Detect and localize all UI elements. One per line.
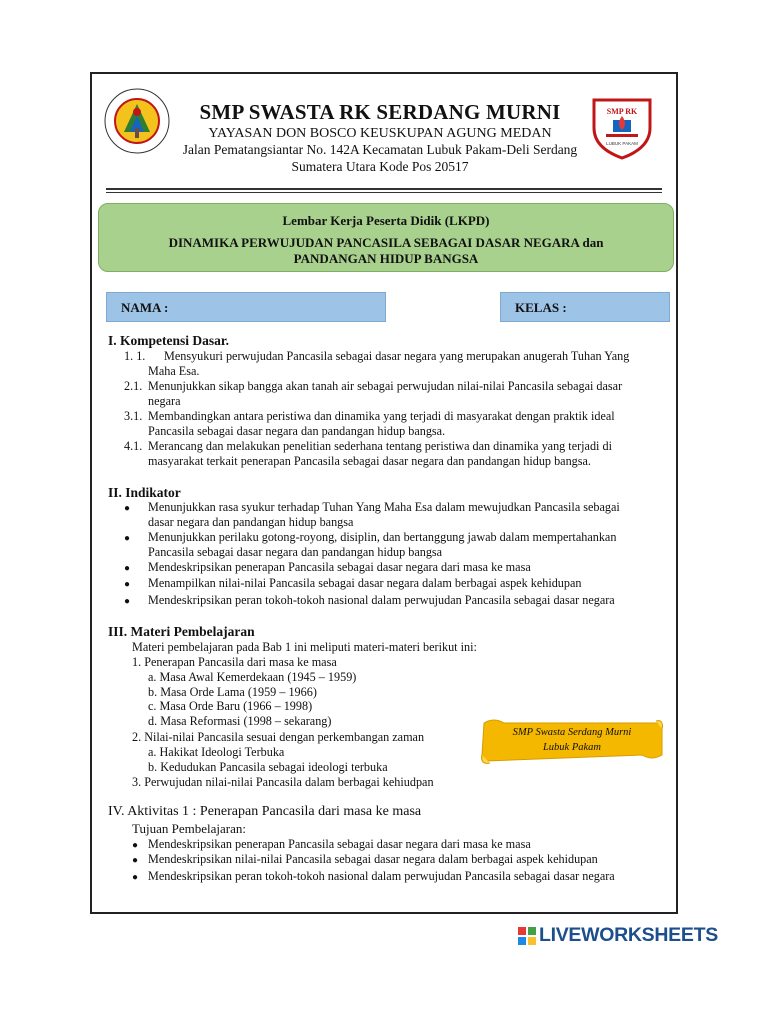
indikator-text: Mendeskripsikan penerapan Pancasila sebagai dasar negara dari masa ke masa [148,560,531,574]
kompetensi-heading: I. Kompetensi Dasar. [108,333,230,348]
bullet-icon: ● [132,840,139,851]
aktivitas-item: Mendeskripsikan peran tokoh-tokoh nasional dalam perwujudan Pancasila sebagai dasar negara [148,869,615,883]
materi-intro: Materi pembelajaran pada Bab 1 ini meliputi materi-materi berikut ini: [132,640,477,654]
kd-text: Menunjukkan sikap bangga akan tanah air sebagai perwujudan nilai-nilai Pancasila sebagai dasar [148,379,623,393]
kd-number: 4.1. [124,439,143,453]
materi-item: 3. Perwujudan nilai-nilai Pancasila dalam berbagai kehiudpan [132,775,434,789]
indikator-text: Pancasila sebagai dasar negara dan pandangan hidup bangsa [148,545,443,559]
indikator-text: Menunjukkan rasa syukur terhadap Tuhan Yang Maha Esa dalam mewujudkan Pancasila sebagai [148,500,620,514]
kd-number: 3.1. [124,409,143,423]
school-name: SMP SWASTA RK SERDANG MURNI [199,100,561,124]
foundation-name: YAYASAN DON BOSCO KEUSKUPAN AGUNG MEDAN [208,126,552,141]
bullet-icon: ● [124,533,131,544]
liveworksheets-logo-icon [518,927,536,945]
scroll-banner-line-2: Lubuk Pakam [542,742,602,753]
school-crest-icon [586,90,658,162]
materi-item: 2. Nilai-nilai Pancasila sesuai dengan perkembangan zaman [132,730,425,744]
indikator-text: Mendeskripsikan peran tokoh-tokoh nasional dalam perwujudan Pancasila sebagai dasar negara [148,593,615,607]
nama-field [106,292,386,322]
worksheet-type: Lembar Kerja Peserta Didik (LKPD) [282,213,490,228]
bullet-icon: ● [124,579,131,590]
materi-subitem: a. Masa Awal Kemerdekaan (1945 – 1959) [148,670,357,684]
materi-subitem: b. Kedudukan Pancasila sebagai ideologi terbuka [148,760,388,774]
kd-text: negara [148,394,181,408]
header-divider-thin [106,192,662,193]
indikator-heading: II. Indikator [108,485,181,500]
materi-subitem: b. Masa Orde Lama (1959 – 1966) [148,685,317,699]
svg-text:LUBUK PAKAM: LUBUK PAKAM [606,141,638,146]
indikator-text: Menunjukkan perilaku gotong-royong, disiplin, dan bertanggung jawab dalam mempertahankan [148,530,617,544]
worksheet-title-line-2: PANDANGAN HIDUP BANGSA [293,251,479,266]
nama-label: NAMA : [121,300,169,315]
address-line-2: Sumatera Utara Kode Pos 20517 [291,159,469,174]
kd-text: Membandingkan antara peristiwa dan dinamika yang terjadi di masyarakat dengan praktik ideal [148,409,615,423]
bullet-icon: ● [132,855,139,866]
indikator-text: Menampilkan nilai-nilai Pancasila sebagai dasar negara dalam berbagai aspek kehidupan [148,576,582,590]
bullet-icon: ● [124,596,131,607]
kd-number: 2.1. [124,379,143,393]
kd-text: Mensyukuri perwujudan Pancasila sebagai dasar negara yang merupakan anugerah Tuhan Yang [164,349,630,363]
liveworksheets-watermark[interactable]: LIVEWORKSHEETS [539,924,718,946]
kd-text: Pancasila sebagai dasar negara dan pandangan hidup bangsa. [148,424,446,438]
scroll-banner-line-1: SMP Swasta Serdang Murni [512,727,632,738]
aktivitas-item: Mendeskripsikan nilai-nilai Pancasila sebagai dasar negara dalam berbagai aspek kehidupan [148,852,598,866]
kd-text: masyarakat terkait penerapan Pancasila sebagai dasar negara dan pandangan hidup bangsa. [148,454,591,468]
kelas-label: KELAS : [515,300,567,315]
kd-text: Merancang dan melakukan penelitian sederhana tentang peristiwa dan dinamika yang terjadi di [148,439,612,453]
materi-item: 1. Penerapan Pancasila dari masa ke masa [132,655,337,669]
kelas-input[interactable] [577,297,667,319]
kelas-field [500,292,670,322]
materi-subitem: a. Hakikat Ideologi Terbuka [148,745,285,759]
kd-text: Maha Esa. [148,364,200,378]
worksheet-title-line-1: DINAMIKA PERWUJUDAN PANCASILA SEBAGAI DASAR NEGARA dan [168,235,604,250]
svg-text:SMP RK: SMP RK [606,107,638,116]
aktivitas-heading: IV. Aktivitas 1 : Penerapan Pancasila dari masa ke masa [108,804,422,819]
bullet-icon: ● [124,503,131,514]
kd-number: 1. 1. [124,349,146,363]
materi-heading: III. Materi Pembelajaran [108,624,255,639]
header-divider [106,188,662,190]
title-box [98,203,674,272]
bullet-icon: ● [124,563,131,574]
materi-subitem: c. Masa Orde Baru (1966 – 1998) [148,699,313,713]
bullet-icon: ● [132,872,139,883]
worksheet-title [99,235,673,267]
foundation-logo-icon [104,88,170,154]
indikator-text: dasar negara dan pandangan hidup bangsa [148,515,354,529]
address-line-1: Jalan Pematangsiantar No. 142A Kecamatan Lubuk Pakam-Deli Serdang [182,142,578,157]
aktivitas-item: Mendeskripsikan penerapan Pancasila sebagai dasar negara dari masa ke masa [148,837,531,851]
nama-input[interactable] [177,297,381,319]
materi-subitem: d. Masa Reformasi (1998 – sekarang) [148,714,332,728]
aktivitas-subheading: Tujuan Pembelajaran: [132,821,246,836]
